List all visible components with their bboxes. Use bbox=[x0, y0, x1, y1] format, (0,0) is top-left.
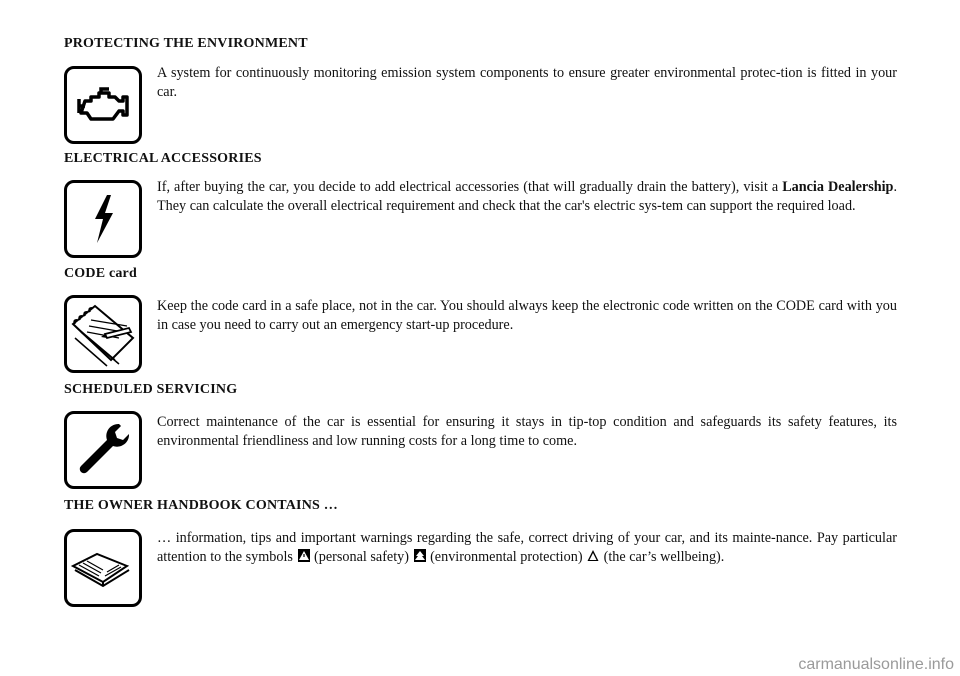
electrical-text-1: If, after buying the car, you decide to add electrical accessories (that will gradually drain the battery), visit a bbox=[157, 179, 783, 195]
lancia-dealership-text: Lancia Dealership bbox=[782, 179, 894, 195]
heading-code-card: CODE card bbox=[64, 266, 137, 281]
wrench-icon bbox=[64, 411, 142, 489]
lightning-bolt-icon bbox=[64, 180, 142, 258]
paragraph-scheduled-servicing: Correct maintenance of the car is essential for ensuring it stays in tip-top condition and safeguards its safety features, its environmental friendliness and low running costs for a long time to come. bbox=[157, 414, 897, 449]
paragraph-electrical-accessories bbox=[157, 178, 897, 215]
environmental-protection-symbol-icon bbox=[414, 549, 426, 562]
handbook-text-1: … information, tips and important warnings regarding the safe, correct driving of your car, and its mainte-nance. Pay particular attention to the symbols bbox=[157, 530, 897, 565]
open-book-icon bbox=[64, 529, 142, 607]
car-wellbeing-symbol-icon bbox=[587, 549, 599, 562]
paragraph-protecting-environment: A system for continuously monitoring emission system components to ensure greater environmental protec-tion is fitted in your car. bbox=[157, 65, 897, 100]
heading-scheduled-servicing: SCHEDULED SERVICING bbox=[64, 382, 238, 397]
watermark-text: carmanualsonline.info bbox=[798, 656, 954, 673]
paragraph-code-card: Keep the code card in a safe place, not in the car. You should always keep the electronic code written on the CODE card with you in case you need to carry out an emergency start-up procedure. bbox=[157, 298, 897, 333]
notepad-pencil-icon bbox=[64, 295, 142, 373]
handbook-text-3: (environmental protection) bbox=[426, 548, 587, 565]
heading-owner-handbook: THE OWNER HANDBOOK CONTAINS … bbox=[64, 498, 338, 513]
handbook-text-4: (the car’s wellbeing). bbox=[600, 548, 725, 565]
heading-electrical-accessories: ELECTRICAL ACCESSORIES bbox=[64, 151, 262, 166]
electrical-text-2: . They can calculate the overall electrical requirement and check that the car's electric sys-tem can support the required load. bbox=[157, 179, 897, 214]
personal-safety-symbol-icon bbox=[298, 549, 310, 562]
engine-check-icon bbox=[64, 66, 142, 144]
paragraph-owner-handbook bbox=[157, 529, 897, 566]
handbook-text-2: (personal safety) bbox=[310, 548, 413, 565]
heading-protecting-environment: PROTECTING THE ENVIRONMENT bbox=[64, 36, 308, 51]
